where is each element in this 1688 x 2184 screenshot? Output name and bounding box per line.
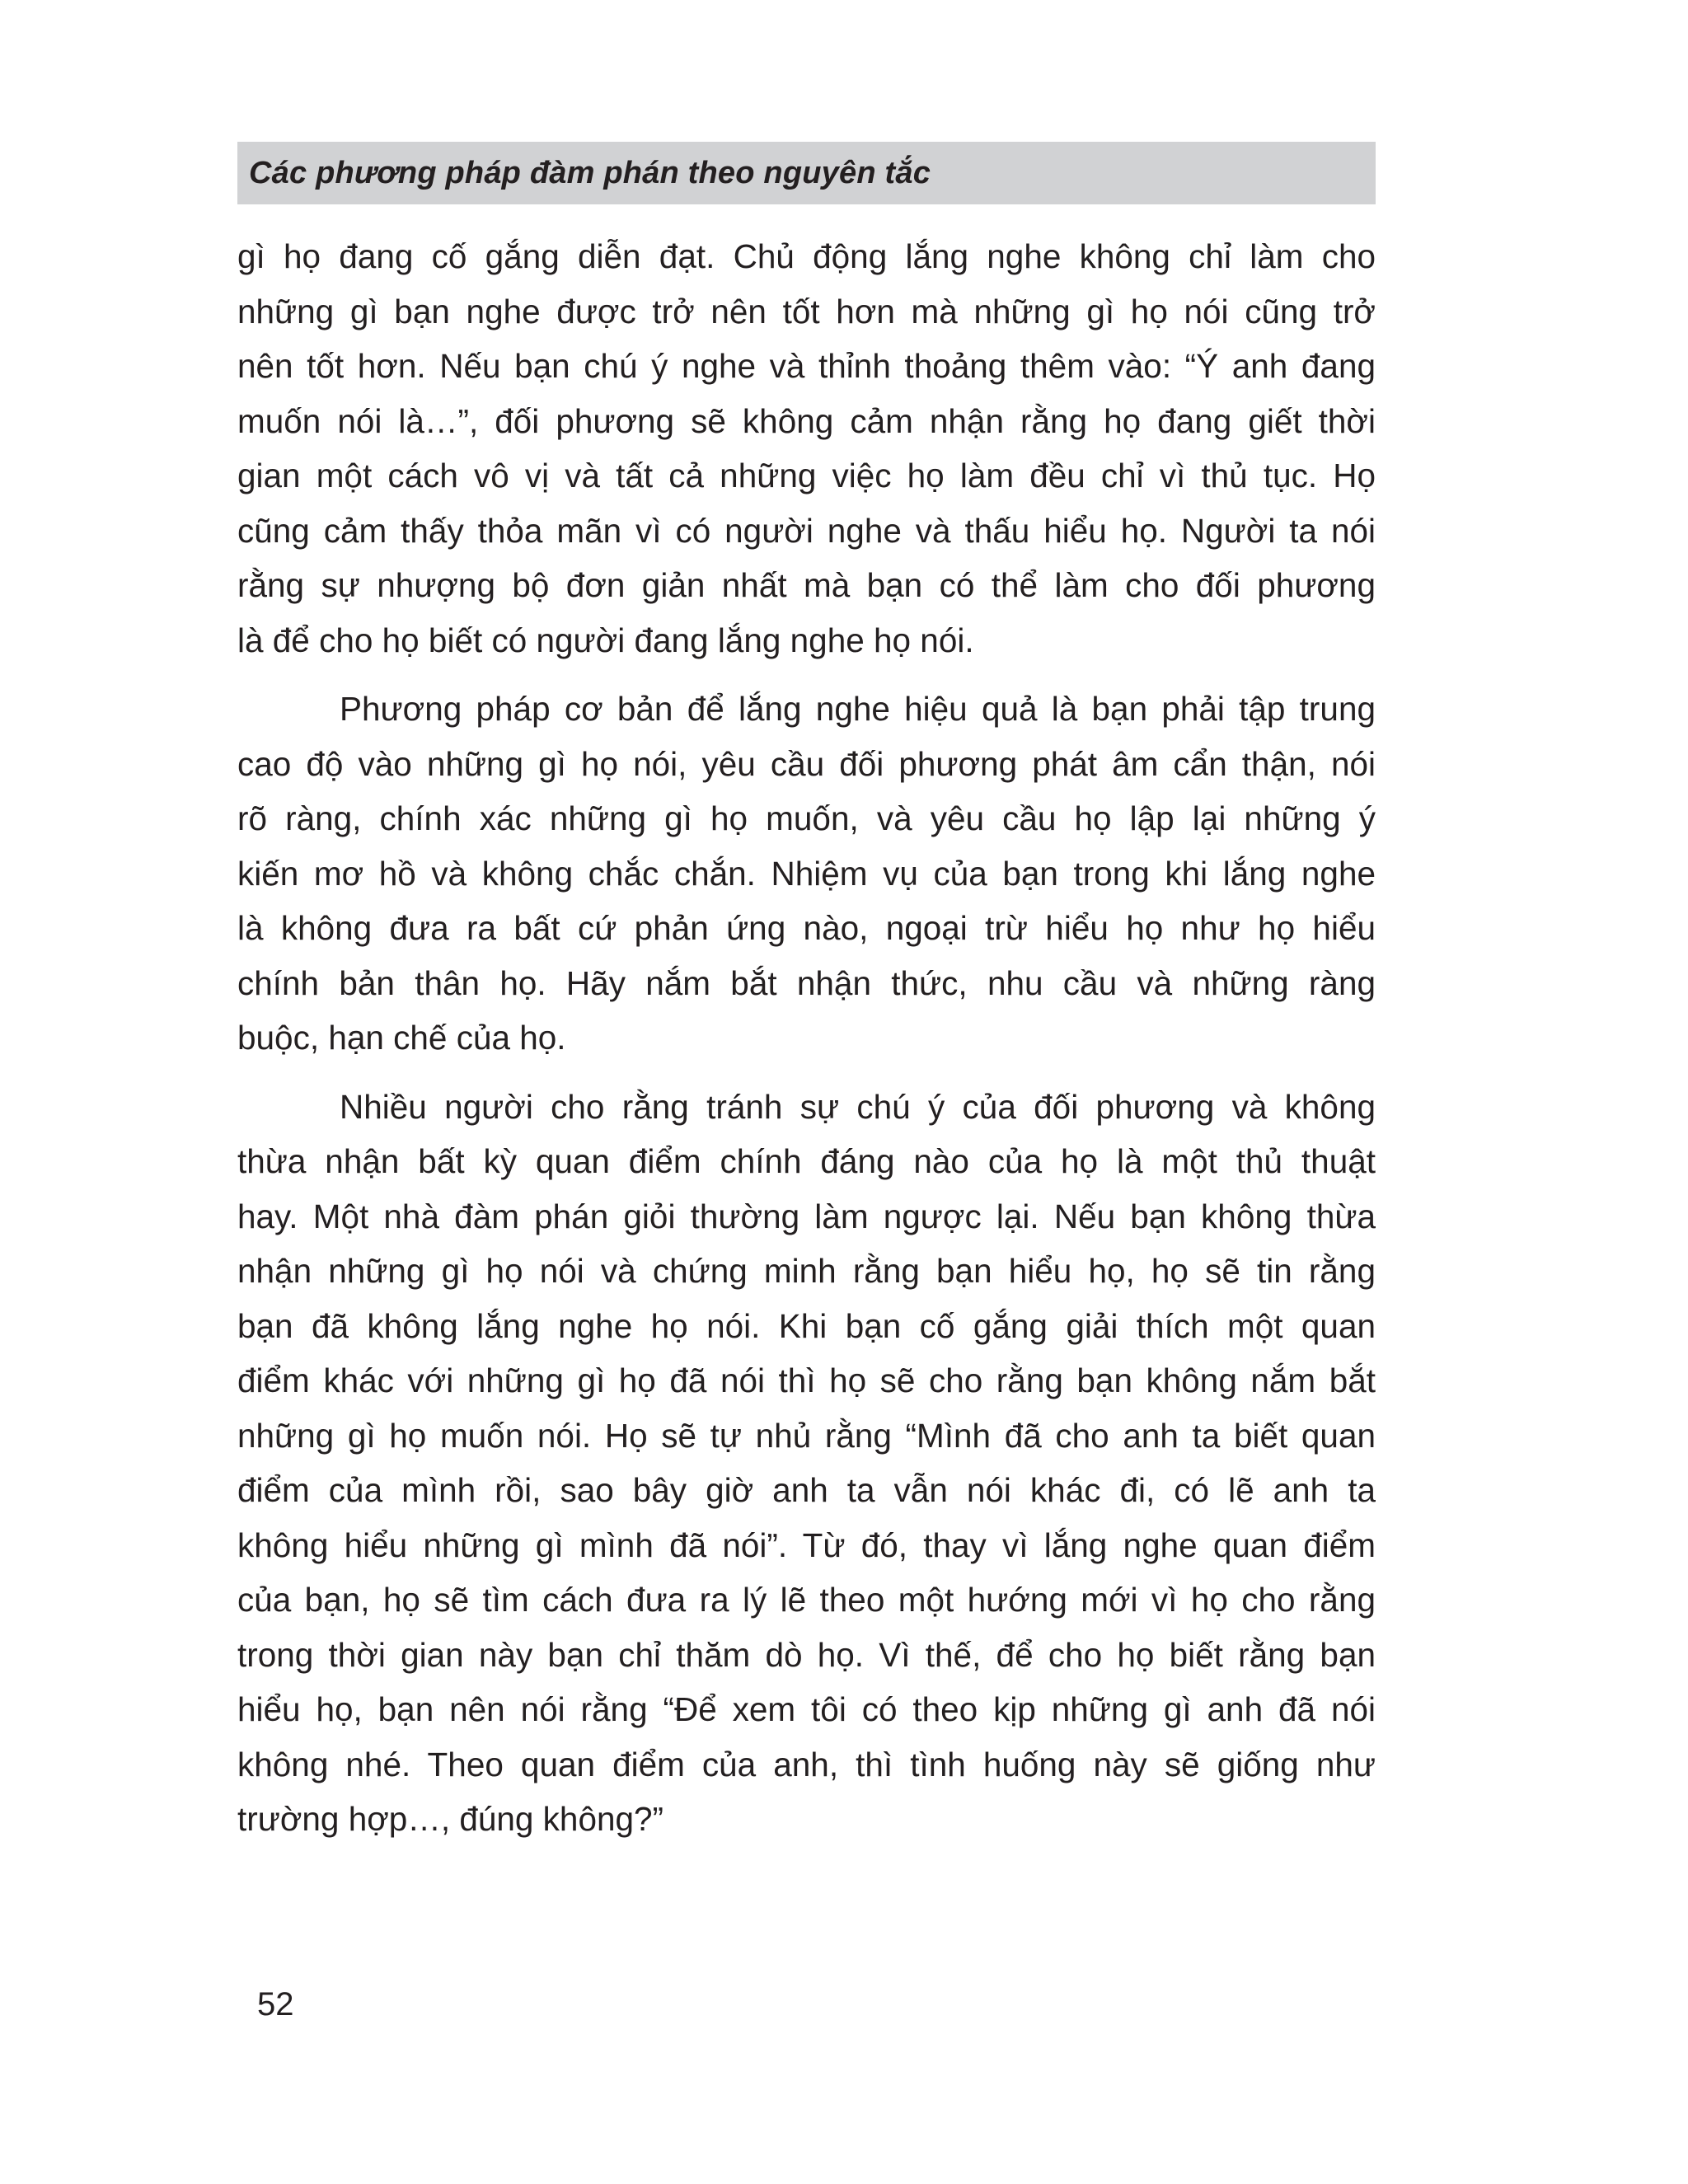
text-line: nhận những gì họ nói và chứng minh rằng bạn hiểu họ, họ sẽ tin rằng <box>237 1252 1376 1290</box>
text-line: buộc, hạn chế của họ. <box>237 1019 566 1057</box>
text-line: thừa nhận bất kỳ quan điểm chính đáng nào của họ là một thủ thuật <box>237 1142 1376 1180</box>
page-number: 52 <box>257 1986 294 2022</box>
text-line: kiến mơ hồ và không chắc chắn. Nhiệm vụ của bạn trong khi lắng nghe <box>237 854 1376 893</box>
text-line: những gì họ muốn nói. Họ sẽ tự nhủ rằng “Mình đã cho anh ta biết quan <box>237 1416 1376 1455</box>
text-line: trường hợp…, đúng không?” <box>237 1800 664 1838</box>
text-line: là để cho họ biết có người đang lắng nghe họ nói. <box>237 621 974 659</box>
text-line: hay. Một nhà đàm phán giỏi thường làm ngược lại. Nếu bạn không thừa <box>237 1197 1376 1235</box>
text-line: gì họ đang cố gắng diễn đạt. Chủ động lắng nghe không chỉ làm cho <box>237 237 1376 275</box>
text-line: muốn nói là…”, đối phương sẽ không cảm nhận rằng họ đang giết thời <box>237 401 1376 440</box>
running-header <box>237 142 1376 204</box>
text-line: cao độ vào những gì họ nói, yêu cầu đối phương phát âm cẩn thận, nói <box>237 744 1376 783</box>
text-line: nên tốt hơn. Nếu bạn chú ý nghe và thỉnh thoảng thêm vào: “Ý anh đang <box>237 347 1376 385</box>
body-text <box>237 229 1376 1847</box>
text-line: cũng cảm thấy thỏa mãn vì có người nghe và thấu hiểu họ. Người ta nói <box>237 511 1376 550</box>
text-line: hiểu họ, bạn nên nói rằng “Để xem tôi có theo kịp những gì anh đã nói <box>237 1690 1376 1728</box>
running-header-title: Các phương pháp đàm phán theo nguyên tắc <box>249 155 931 190</box>
text-line: của bạn, họ sẽ tìm cách đưa ra lý lẽ theo một hướng mới vì họ cho rằng <box>237 1581 1376 1619</box>
text-line: không hiểu những gì mình đã nói”. Từ đó, thay vì lắng nghe quan điểm <box>237 1526 1376 1564</box>
text-line: những gì bạn nghe được trở nên tốt hơn mà những gì họ nói cũng trở <box>237 292 1376 330</box>
text-line: gian một cách vô vị và tất cả những việc họ làm đều chỉ vì thủ tục. Họ <box>237 457 1376 494</box>
paragraph-2 <box>237 682 1376 1066</box>
text-line: chính bản thân họ. Hãy nắm bắt nhận thức, nhu cầu và những ràng <box>237 963 1376 1002</box>
text-line: bạn đã không lắng nghe họ nói. Khi bạn cố gắng giải thích một quan <box>237 1306 1376 1345</box>
text-line: trong thời gian này bạn chỉ thăm dò họ. Vì thế, để cho họ biết rằng bạn <box>237 1635 1376 1674</box>
paragraph-1 <box>237 229 1376 668</box>
text-line: rằng sự nhượng bộ đơn giản nhất mà bạn có thể làm cho đối phương <box>237 566 1376 604</box>
text-line: điểm của mình rồi, sao bây giờ anh ta vẫn nói khác đi, có lẽ anh ta <box>237 1471 1376 1509</box>
paragraph-3 <box>237 1080 1376 1847</box>
text-line: điểm khác với những gì họ đã nói thì họ sẽ cho rằng bạn không nắm bắt <box>237 1361 1376 1399</box>
text-line: là không đưa ra bất cứ phản ứng nào, ngoại trừ hiểu họ như họ hiểu <box>237 909 1376 947</box>
text-line: không nhé. Theo quan điểm của anh, thì tình huống này sẽ giống như <box>237 1745 1376 1783</box>
text-line: Phương pháp cơ bản để lắng nghe hiệu quả là bạn phải tập trung <box>340 690 1376 728</box>
text-line: rõ ràng, chính xác những gì họ muốn, và yêu cầu họ lập lại những ý <box>237 799 1376 837</box>
text-line: Nhiều người cho rằng tránh sự chú ý của đối phương và không <box>340 1087 1376 1126</box>
